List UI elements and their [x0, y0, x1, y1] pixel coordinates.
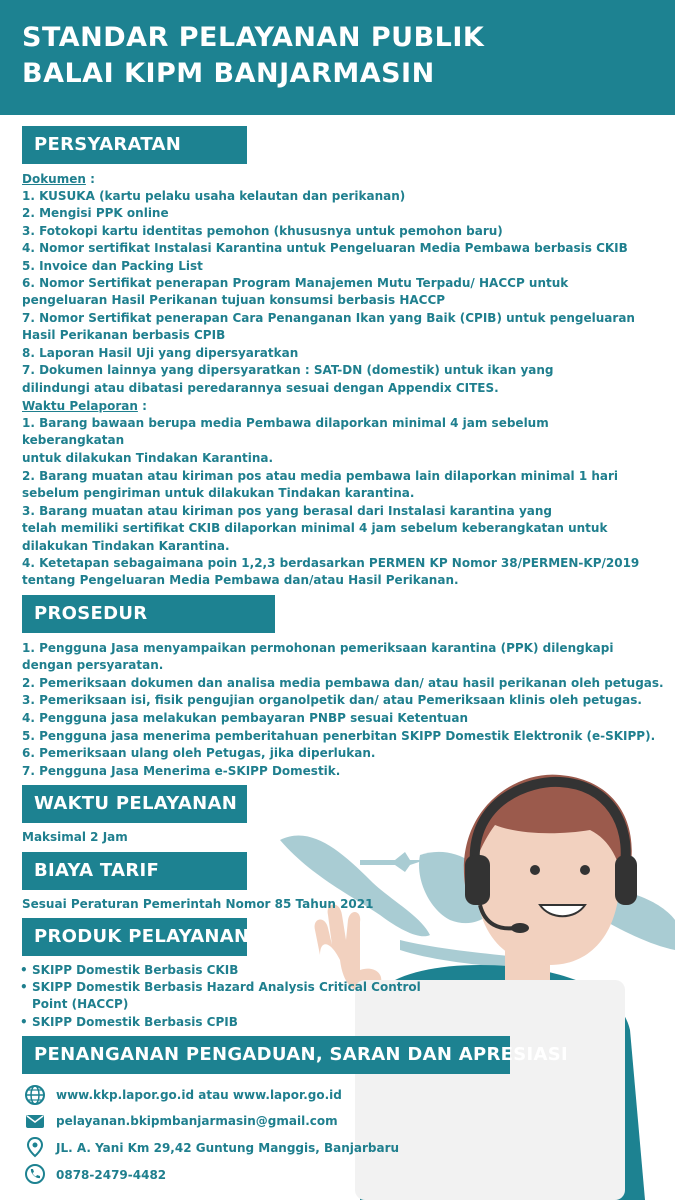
email-icon	[24, 1110, 46, 1132]
biaya-tarif-value: Sesuai Peraturan Pemerintah Nomor 85 Tahun 2021	[22, 897, 374, 911]
pengaduan-address: JL. A. Yani Km 29,42 Guntung Manggis, Banjarbaru	[56, 1141, 400, 1155]
section-persyaratan-title: PERSYARATAN	[22, 126, 247, 164]
header-title-line2: BALAI KIPM BANJARMASIN	[22, 58, 435, 89]
prosedur-item: 1. Pengguna Jasa menyampaikan permohonan pemeriksaan karantina (PPK) dilengkapi	[22, 641, 614, 655]
waktu-item: untuk dilakukan Tindakan Karantina.	[22, 451, 274, 465]
waktu-item: telah memiliki sertifikat CKIB dilaporkan minimal 4 jam sebelum keberangkatan untuk	[22, 521, 608, 535]
header-title-line1: STANDAR PELAYANAN PUBLIK	[22, 22, 485, 53]
dokumen-item: Hasil Perikanan berbasis CPIB	[22, 328, 226, 342]
dokumen-item: 6. Nomor Sertifikat penerapan Program Manajemen Mutu Terpadu/ HACCP untuk	[22, 276, 569, 290]
pengaduan-email-link[interactable]: pelayanan.bkipmbanjarmasin@gmail.com	[56, 1114, 338, 1128]
prosedur-item: 7. Pengguna Jasa Menerima e-SKIPP Domestik.	[22, 764, 341, 778]
pengaduan-website-link[interactable]: www.kkp.lapor.go.id atau www.lapor.go.id	[56, 1088, 342, 1102]
dokumen-item: dilindungi atau dibatasi peredarannya sesuai dengan Appendix CITES.	[22, 381, 499, 395]
globe-icon	[24, 1084, 46, 1106]
waktu-item: 1. Barang bawaan berupa media Pembawa dilaporkan minimal 4 jam sebelum	[22, 416, 549, 430]
dokumen-item: 2. Mengisi PPK online	[22, 206, 169, 220]
location-pin-icon	[24, 1136, 46, 1158]
dokumen-item: 3. Fotokopi kartu identitas pemohon (khususnya untuk pemohon baru)	[22, 224, 503, 238]
dokumen-item: 4. Nomor sertifikat Instalasi Karantina untuk Pengeluaran Media Pembawa berbasis CKIB	[22, 241, 628, 255]
produk-item: • SKIPP Domestik Berbasis CPIB	[32, 1015, 238, 1030]
dokumen-item: 1. KUSUKA (kartu pelaku usaha kelautan dan perikanan)	[22, 189, 406, 203]
prosedur-item: 2. Pemeriksaan dokumen dan analisa media pembawa dan/ atau hasil perikanan oleh petugas.	[22, 676, 664, 690]
dokumen-item: pengeluaran Hasil Perikanan tujuan konsumsi berbasis HACCP	[22, 293, 446, 307]
waktu-item: 3. Barang muatan atau kiriman pos yang berasal dari Instalasi karantina yang	[22, 504, 552, 518]
waktu-item: sebelum pengiriman untuk dilakukan Tindakan karantina.	[22, 486, 415, 500]
dokumen-heading: Dokumen :	[22, 172, 95, 186]
prosedur-item: 6. Pemeriksaan ulang oleh Petugas, jika diperlukan.	[22, 746, 376, 760]
waktu-pelaporan-heading: Waktu Pelaporan :	[22, 399, 147, 413]
waktu-item: 4. Ketetapan sebagaimana poin 1,2,3 berdasarkan PERMEN KP Nomor 38/PERMEN-KP/2019	[22, 556, 640, 570]
prosedur-item: 3. Pemeriksaan isi, fisik pengujian organolpetik dan/ atau Pemeriksaan klinis oleh petugas.	[22, 693, 642, 707]
prosedur-item: dengan persyaratan.	[22, 658, 164, 672]
waktu-item: dilakukan Tindakan Karantina.	[22, 539, 230, 553]
prosedur-item: 5. Pengguna jasa menerima pemberitahuan penerbitan SKIPP Domestik Elektronik (e-SKIPP).	[22, 729, 656, 743]
produk-item: • SKIPP Domestik Berbasis CKIB	[32, 963, 238, 978]
section-biaya-tarif-title: BIAYA TARIF	[22, 852, 247, 890]
dokumen-item: 8. Laporan Hasil Uji yang dipersyaratkan	[22, 346, 299, 360]
waktu-item: tentang Pengeluaran Media Pembawa dan/atau Hasil Perikanan.	[22, 573, 459, 587]
dokumen-item: 5. Invoice dan Packing List	[22, 259, 203, 273]
waktu-pelayanan-value: Maksimal 2 Jam	[22, 830, 128, 844]
waktu-item: 2. Barang muatan atau kiriman pos atau media pembawa lain dilaporkan minimal 1 hari	[22, 469, 619, 483]
dokumen-item: 7. Dokumen lainnya yang dipersyaratkan : SAT-DN (domestik) untuk ikan yang	[22, 363, 554, 377]
produk-item: Point (HACCP)	[32, 997, 129, 1011]
section-waktu-pelayanan-title: WAKTU PELAYANAN	[22, 785, 247, 823]
waktu-item: keberangkatan	[22, 433, 125, 447]
prosedur-item: 4. Pengguna jasa melakukan pembayaran PNBP sesuai Ketentuan	[22, 711, 468, 725]
dokumen-item: 7. Nomor Sertifikat penerapan Cara Penanganan Ikan yang Baik (CPIB) untuk pengeluaran	[22, 311, 635, 325]
section-produk-pelayanan-title: PRODUK PELAYANAN	[22, 918, 247, 956]
header-banner	[0, 0, 675, 115]
produk-item: • SKIPP Domestik Berbasis Hazard Analysis Critical Control	[32, 980, 421, 995]
pengaduan-phone[interactable]: 0878-2479-4482	[56, 1168, 167, 1182]
phone-icon	[24, 1163, 46, 1185]
section-pengaduan-title: PENANGANAN PENGADUAN, SARAN DAN APRESIASI	[22, 1036, 510, 1074]
section-prosedur-title: PROSEDUR	[22, 595, 275, 633]
